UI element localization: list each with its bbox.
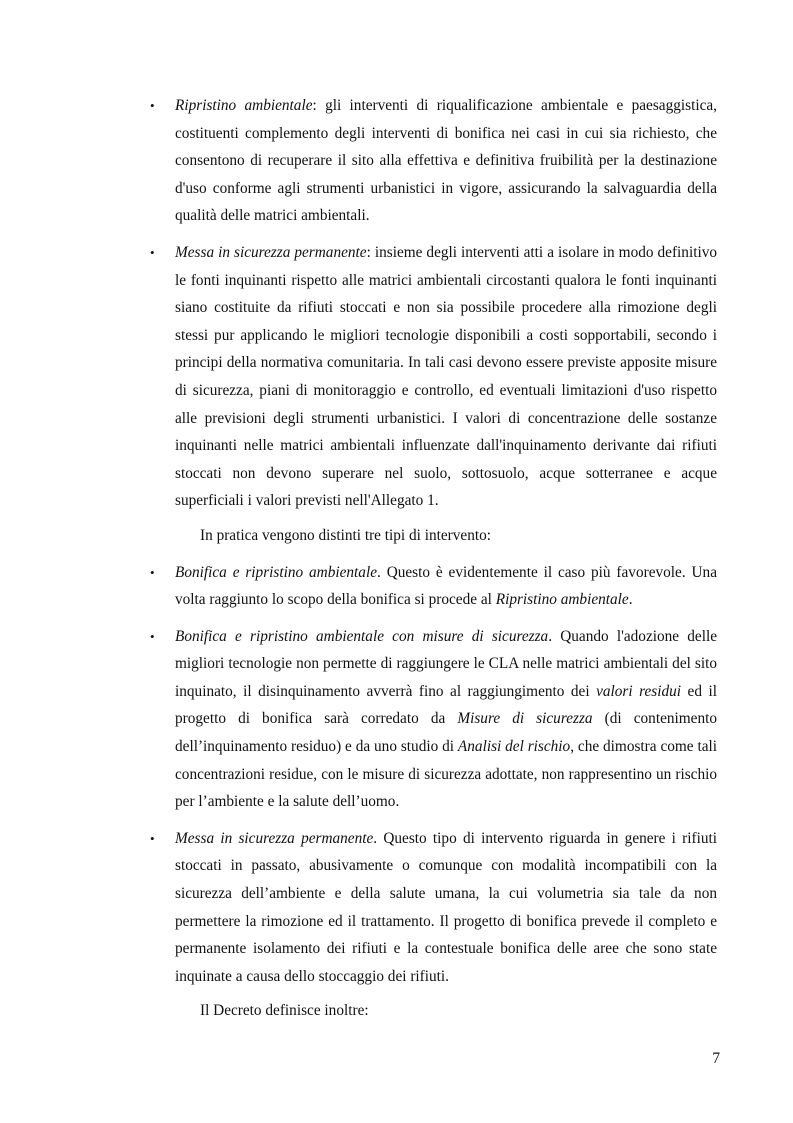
type-text: . Questo è evidentemente il caso più favorevole. Una volta raggiunto lo scopo della bonifica si procede al xyxy=(175,563,717,609)
bullet-icon: • xyxy=(150,830,155,846)
definition-text: : insieme degli interventi atti a isolare in modo definitivo le fonti inquinanti rispetto alle matrici ambientali circostanti qualora le fonti inquinanti siano costituite da rifiuti stoccati e non sia possibile procedere alla rimozione degli stessi pur applicando le migliori tecnologie disponibili a costi sopportabili, secondo i principi della normativa comunitaria. In tali casi devono essere previste apposite misure di sicurezza, piani di monitoraggio e controllo, ed eventuali limitazioni d'uso rispetto alle previsioni degli strumenti urbanistici. I valori di concentrazione delle sostanze inquinanti nelle matrici ambientali influenzate dall'inquinamento derivante dai rifiuti stoccati non devono superare nel suolo, sottosuolo, acque sotterranee e acque superficiali i valori previsti nell'Allegato 1. xyxy=(175,243,717,510)
definition-messa-in-sicurezza-permanente xyxy=(147,239,717,515)
type-text: . Questo tipo di intervento riguarda in genere i rifiuti stoccati in passato, abusivamente o comunque con modalità incompatibili con la sicurezza dell’ambiente e della salute umana, la cui volumetria sia tale da non permettere la rimozione ed il trattamento. Il progetto di bonifica prevede il completo e permanente isolamento dei rifiuti e la contestuale bonifica delle aree che sono state inquinate a causa dello stoccaggio dei rifiuti. xyxy=(175,829,717,985)
type-text: . xyxy=(628,591,633,609)
type-italic: Analisi del rischio xyxy=(457,738,571,756)
paragraph-decreto: Il Decreto definisce inoltre: xyxy=(200,1002,369,1020)
bullet-icon: • xyxy=(150,244,155,260)
type-term: Bonifica e ripristino ambientale con misure di sicurezza xyxy=(175,627,549,645)
type-italic: valori residui xyxy=(596,682,682,700)
type-text: . Quando l'adozione delle migliori tecnologie non permette di raggiungere le CLA nelle matrici ambientali del sito inquinato, il disinquinamento avverrà fino al raggiungimento dei xyxy=(175,627,717,700)
page-number: 7 xyxy=(712,1050,720,1067)
type-text: , che dimostra come tali concentrazioni residue, con le misure di sicurezza adottate, non rappresentino un rischio per l’ambiente e la salute dell’uomo. xyxy=(175,738,717,811)
type-italic: Ripristino ambientale xyxy=(495,591,629,609)
type-messa-in-sicurezza-permanente xyxy=(147,825,717,991)
type-term: Messa in sicurezza permanente xyxy=(175,829,374,847)
type-text: (di contenimento dell’inquinamento residuo) e da uno studio di xyxy=(175,710,717,756)
type-text: ed il progetto di bonifica sarà corredato da xyxy=(175,682,717,728)
type-bonifica-ripristino xyxy=(147,559,717,614)
type-bonifica-misure-sicurezza xyxy=(147,623,717,816)
page-body xyxy=(147,92,717,1025)
definition-text: : gli interventi di riqualificazione ambientale e paesaggistica, costituenti complemento degli interventi di bonifica nei casi in cui sia richiesto, che consentono di recuperare il sito alla effettiva e definitiva fruibilità per la destinazione d'uso conforme agli strumenti urbanistici in vigore, assicurando la salvaguardia della qualità delle matrici ambientali. xyxy=(175,97,717,225)
paragraph-intro-types: In pratica vengono distinti tre tipi di intervento: xyxy=(200,526,491,544)
definition-term: Messa in sicurezza permanente xyxy=(175,243,367,261)
definition-term: Ripristino ambientale xyxy=(175,97,313,114)
type-term: Bonifica e ripristino ambientale xyxy=(175,563,377,581)
type-italic: Misure di sicurezza xyxy=(457,710,593,728)
bullet-icon: • xyxy=(150,564,155,580)
definition-ripristino-ambientale xyxy=(147,92,717,230)
bullet-icon: • xyxy=(150,628,155,644)
bullet-icon: • xyxy=(150,98,155,113)
